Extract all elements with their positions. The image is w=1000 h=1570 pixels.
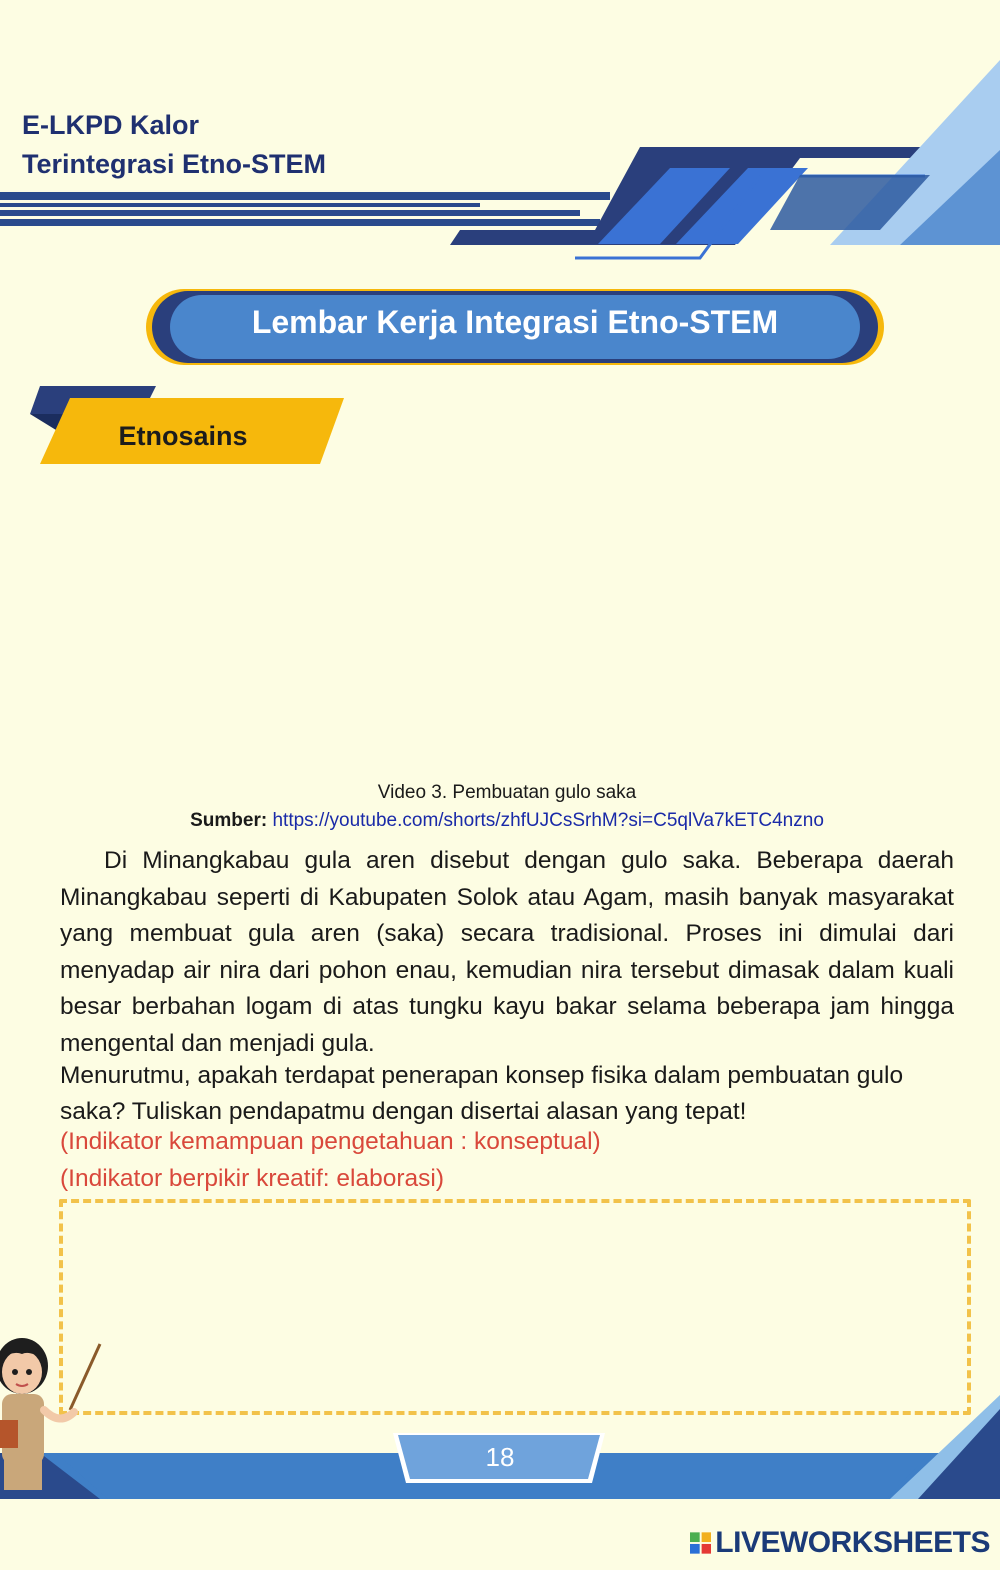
indicator-knowledge: (Indikator kemampuan pengetahuan : konseptual) bbox=[60, 1128, 601, 1155]
document-title-line1: E-LKPD Kalor bbox=[22, 110, 200, 140]
document-title bbox=[22, 106, 442, 184]
liveworksheets-logo bbox=[690, 1526, 990, 1560]
video-source bbox=[60, 808, 954, 834]
source-link[interactable]: https://youtube.com/shorts/zhfUJCsSrhM?si=C5qlVa7kETC4nzno bbox=[272, 810, 824, 831]
video-embed[interactable] bbox=[60, 478, 954, 768]
page-number: 18 bbox=[485, 1442, 515, 1472]
liveworksheets-brand: LIVEWORKSHEETS bbox=[715, 1526, 990, 1559]
source-label: Sumber: bbox=[190, 810, 268, 831]
etnosains-label: Etnosains bbox=[118, 421, 248, 451]
video-caption: Video 3. Pembuatan gulo saka bbox=[377, 782, 637, 803]
indicator-creative-thinking: (Indikator berpikir kreatif: elaborasi) bbox=[60, 1165, 444, 1192]
answer-input[interactable] bbox=[59, 1199, 971, 1415]
question-text: Menurutmu, apakah terdapat penerapan konsep fisika dalam pembuatan gulo saka? Tuliskan pendapatmu dengan disertai alasan yang tepat! bbox=[60, 1062, 904, 1125]
liveworksheets-mark-icon bbox=[690, 1532, 711, 1554]
body-paragraph: Di Minangkabau gula aren disebut dengan gulo saka. Beberapa daerah Minangkabau seperti di Kabupaten Solok atau Agam, masih banyak masyarakat yang membuat gula aren (saka) secara tradisional. Proses ini dimulai dari menyadap air nira dari pohon enau, kemudian nira tersebut dimasak dalam kuali besar berbahan logam di atas tungku kayu bakar selama beberapa jam hingga mengental dan menjadi gula. bbox=[60, 847, 954, 1057]
document-title-line2: Terintegrasi Etno-STEM bbox=[22, 149, 327, 179]
section-banner-title: Lembar Kerja Integrasi Etno-STEM bbox=[251, 304, 779, 340]
teacher-illustration bbox=[0, 1330, 110, 1490]
